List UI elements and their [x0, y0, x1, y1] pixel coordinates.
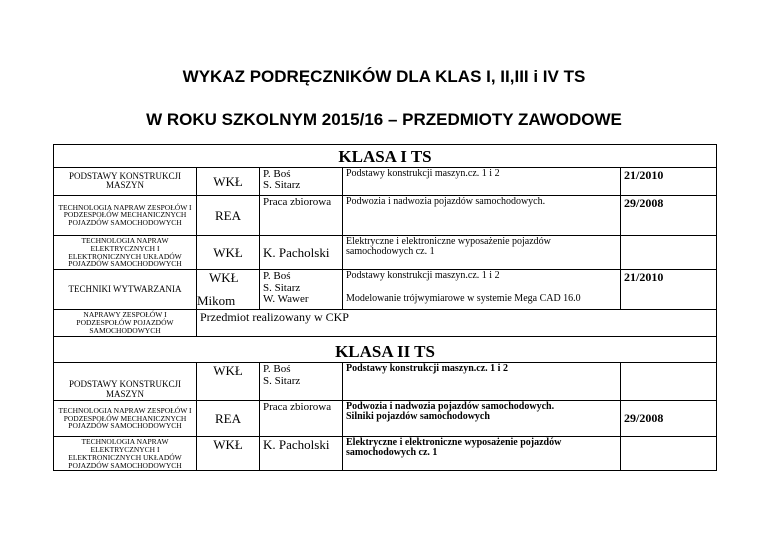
teacher-name: P. Boś: [263, 270, 291, 283]
teacher-name: P. Boś: [263, 167, 291, 180]
teacher-cell: [260, 167, 343, 195]
teacher-name: P. Boś: [263, 362, 291, 375]
class2-header: KLASA II TS: [54, 336, 717, 362]
type-label: WKŁ: [209, 270, 239, 286]
teacher-cell: K. Pacholski: [260, 235, 343, 270]
subject-cell: PODSTAWY KONSTRUKCJI MASZYN: [54, 362, 197, 400]
table-row: [54, 235, 717, 270]
teacher-cell: [260, 362, 343, 400]
table-row: [54, 436, 717, 471]
table-row: [54, 310, 717, 337]
book-cell: Elektryczne i elektroniczne wyposażenie pojazdów samochodowych cz. 1: [343, 436, 621, 471]
type-cell: REA: [197, 400, 260, 436]
subject-cell: NAPRAWY ZESPOŁÓW I PODZESPOŁÓW POJAZDÓW SAMOCHODOWYCH: [54, 310, 197, 337]
type-cell: WKŁ: [197, 235, 260, 270]
book-cell: Elektryczne i elektroniczne wyposażenie pojazdów samochodowych cz. 1: [343, 235, 621, 270]
class1-header: KLASA I TS: [54, 145, 717, 168]
class1-header-row: [54, 145, 717, 168]
teacher-cell: Praca zbiorowa: [260, 400, 343, 436]
number-cell: [621, 235, 717, 270]
publisher-label: Mikom: [197, 292, 236, 308]
book-cell: [343, 400, 621, 436]
teacher-name: S. Sitarz: [263, 374, 301, 387]
number-cell: [621, 362, 717, 400]
subject-cell: TECHNIKI WYTWARZANIA: [54, 270, 197, 310]
number-cell: 29/2008: [621, 195, 717, 235]
type-cell: [197, 270, 260, 310]
ckp-note: Przedmiot realizowany w CKP: [197, 310, 717, 337]
number-cell: 21/2010: [621, 167, 717, 195]
subject-cell: PODSTAWY KONSTRUKCJI MASZYN: [54, 167, 197, 195]
type-cell: WKŁ: [197, 362, 260, 400]
book-cell: Podwozia i nadwozia pojazdów samochodowych.: [343, 195, 621, 235]
type-cell: REA: [197, 195, 260, 235]
number-cell: 29/2008: [621, 400, 717, 436]
teacher-name: S. Sitarz: [263, 179, 301, 192]
type-cell: WKŁ: [197, 436, 260, 471]
teacher-name: W. Wawer: [263, 293, 309, 306]
book-title: Podwozia i nadwozia pojazdów samochodowych.: [346, 400, 555, 412]
subject-cell: TECHNOLOGIA NAPRAW ELEKTRYCZNYCH I ELEKTRONICZNYCH UKŁADÓW POJAZDÓW SAMOCHODOWYCH: [54, 436, 197, 471]
number-cell: 21/2010: [621, 270, 717, 310]
subject-cell: TECHNOLOGIA NAPRAW ZESPOŁÓW I PODZESPOŁÓW MECHANICZNYCH POJAZDÓW SAMOCHODOWYCH: [54, 400, 197, 436]
table-row: [54, 195, 717, 235]
book-title: Silniki pojazdów samochodowych: [346, 411, 490, 423]
title-line-2: W ROKU SZKOLNYM 2015/16 – PRZEDMIOTY ZAWODOWE: [146, 110, 622, 129]
class2-header-row: [54, 336, 717, 362]
teacher-name: S. Sitarz: [263, 281, 301, 294]
type-cell: WKŁ: [197, 167, 260, 195]
title-line-1: WYKAZ PODRĘCZNIKÓW DLA KLAS I, II,III i IV TS: [182, 67, 586, 86]
textbook-table: [53, 144, 717, 471]
table-row: [54, 270, 717, 310]
book-cell: [343, 270, 621, 310]
book-title: Modelowanie trójwymiarowe w systemie Mega CAD 16.0: [346, 292, 581, 304]
book-title: Podstawy konstrukcji maszyn.cz. 1 i 2: [346, 270, 500, 282]
number-cell: [621, 436, 717, 471]
book-cell: Podstawy konstrukcji maszyn.cz. 1 i 2: [343, 167, 621, 195]
teacher-cell: K. Pacholski: [260, 436, 343, 471]
table-row: [54, 362, 717, 400]
table-row: [54, 400, 717, 436]
teacher-cell: [260, 270, 343, 310]
subject-cell: TECHNOLOGIA NAPRAW ZESPOŁÓW I PODZESPOŁÓW MECHANICZNYCH POJAZDÓW SAMOCHODOWYCH: [54, 195, 197, 235]
table-row: [54, 167, 717, 195]
book-cell: Podstawy konstrukcji maszyn.cz. 1 i 2: [343, 362, 621, 400]
teacher-cell: Praca zbiorowa: [260, 195, 343, 235]
subject-cell: TECHNOLOGIA NAPRAW ELEKTRYCZNYCH I ELEKTRONICZNYCH UKŁADÓW POJAZDÓW SAMOCHODOWYCH: [54, 235, 197, 270]
